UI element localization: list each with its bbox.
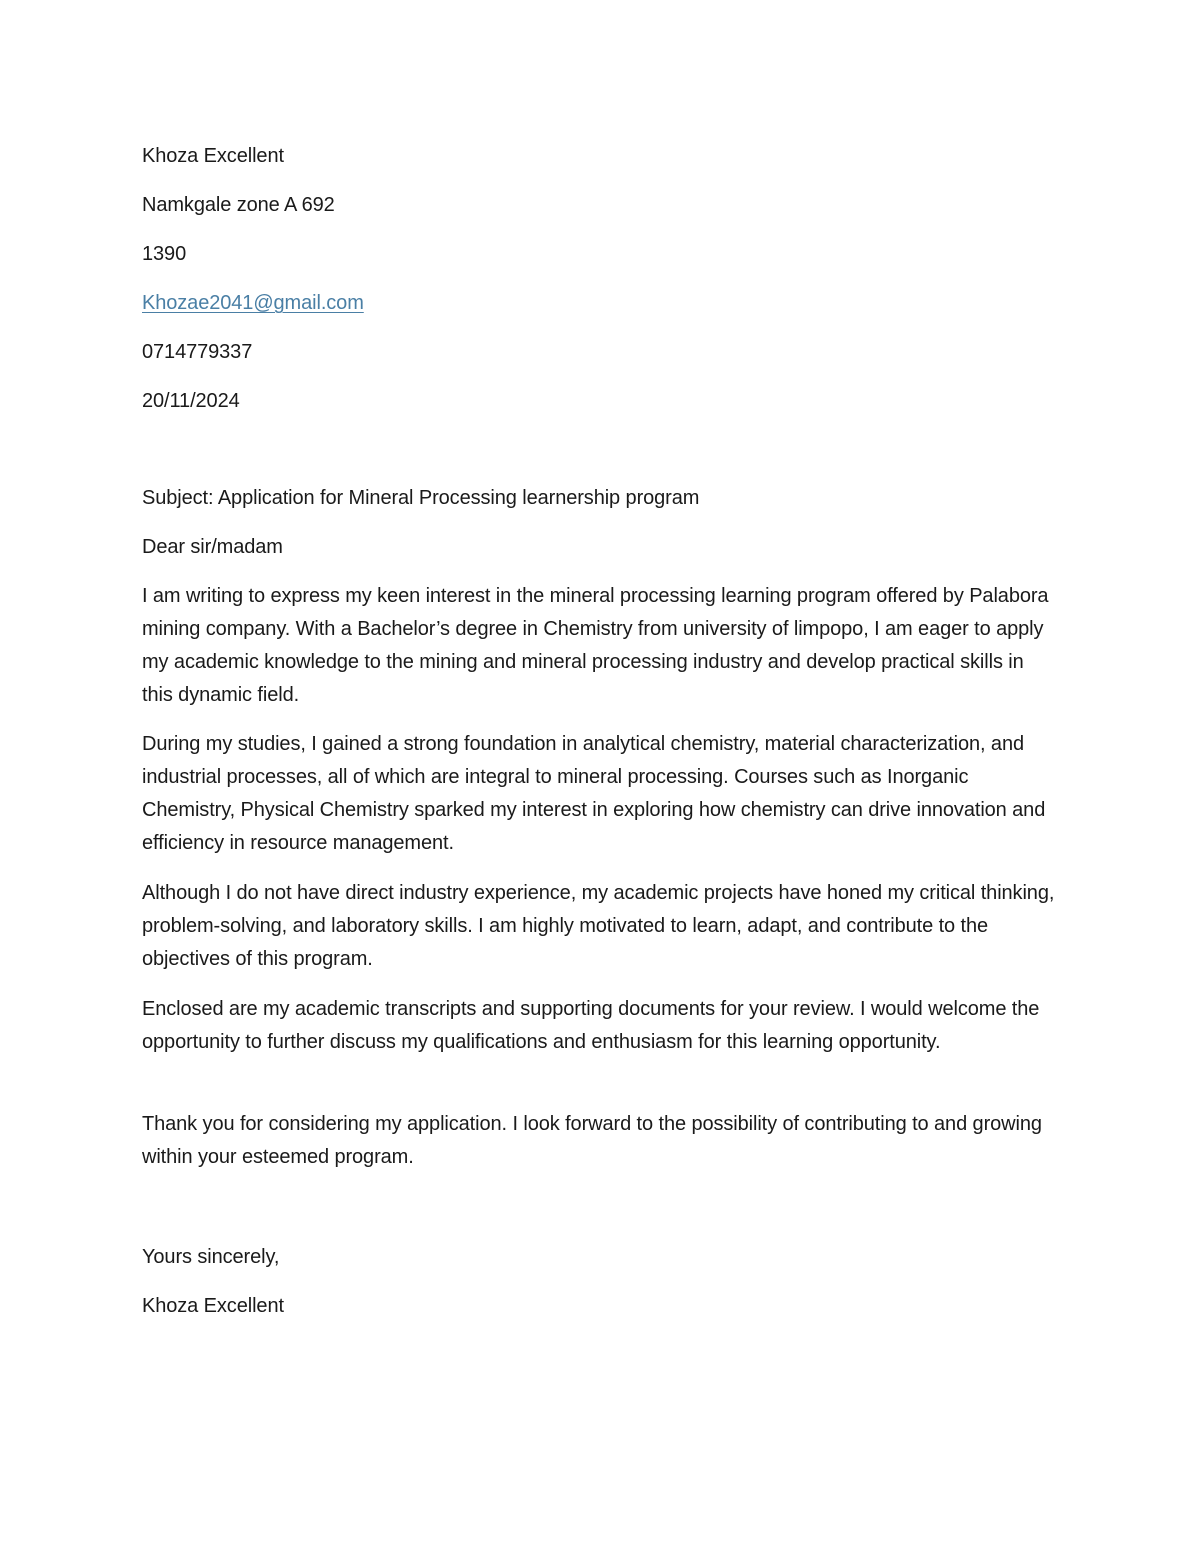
sender-address: Namkgale zone A 692 [142, 194, 335, 216]
sender-name: Khoza Excellent [142, 145, 284, 167]
body-paragraph-1: I am writing to express my keen interest in the mineral processing learning program offered by Palabora mining company. With a Bachelor’s degree in Chemistry from university of limpopo, I am eager to apply my academic knowledge to the mining and mineral processing industry and develop practical skills in this dynamic field. [142, 585, 1049, 706]
body-paragraph-4: Enclosed are my academic transcripts and supporting documents for your review. I would welcome the opportunity to further discuss my qualifications and enthusiasm for this learning opportunity. [142, 998, 1040, 1053]
body-paragraph-5: Thank you for considering my application. I look forward to the possibility of contributing to and growing within your esteemed program. [142, 1113, 1042, 1168]
letter-subject: Subject: Application for Mineral Processing learnership program [142, 487, 700, 509]
sender-postal-code: 1390 [142, 243, 187, 265]
letter-salutation: Dear sir/madam [142, 536, 283, 558]
sender-email-link[interactable]: Khozae2041@gmail.com [142, 292, 364, 314]
letter-date: 20/11/2024 [142, 390, 240, 412]
sender-phone: 0714779337 [142, 341, 253, 363]
letter-closing: Yours sincerely, [142, 1246, 280, 1268]
signature-name: Khoza Excellent [142, 1295, 284, 1317]
body-paragraph-3: Although I do not have direct industry experience, my academic projects have honed my critical thinking, problem-solving, and laboratory skills. I am highly motivated to learn, adapt, and contribute to the objectives of this program. [142, 882, 1055, 970]
body-paragraph-2: During my studies, I gained a strong foundation in analytical chemistry, material characterization, and industrial processes, all of which are integral to mineral processing. Courses such as Inorganic Chemistry, Physical Chemistry sparked my interest in exploring how chemistry can drive innovation and efficiency in resource management. [142, 733, 1046, 854]
